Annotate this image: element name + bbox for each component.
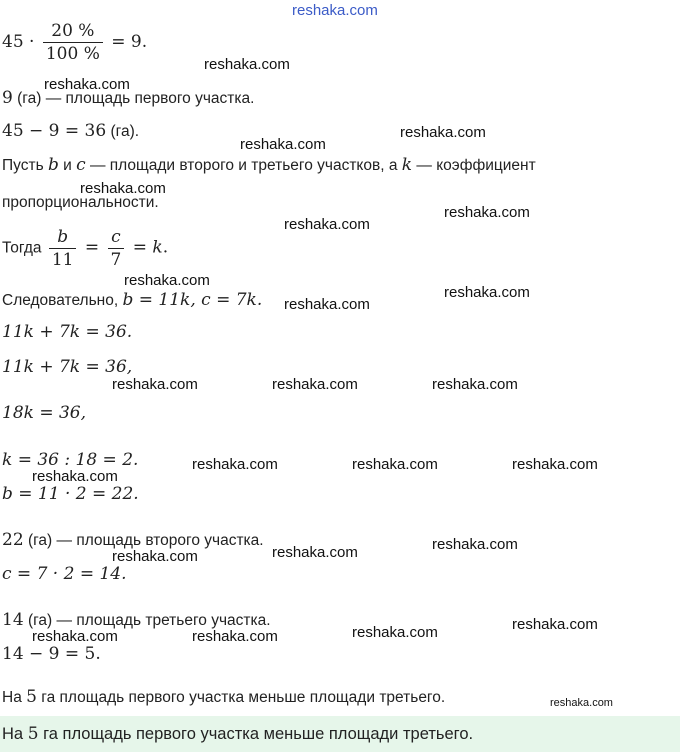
statement-text: (га) — площадь второго участка.: [23, 532, 264, 549]
text: га площадь первого участка меньше площади третьего.: [38, 725, 474, 743]
watermark: reshaka.com: [272, 376, 358, 393]
watermark: reshaka.com: [32, 628, 118, 645]
watermark: reshaka.com: [400, 124, 486, 141]
watermark: reshaka.com: [512, 456, 598, 473]
math-expression: b = 11k, c = 7k.: [122, 290, 263, 310]
consequence-line: [2, 290, 262, 311]
watermark: reshaka.com: [124, 272, 210, 289]
second-plot-statement: [2, 530, 264, 551]
answer-box: [0, 716, 680, 752]
watermark: reshaka.com: [240, 136, 326, 153]
text: На: [2, 725, 28, 743]
number: 5: [27, 724, 39, 744]
text: — коэффициент: [412, 157, 536, 174]
equals: =: [79, 237, 105, 258]
period: .: [162, 237, 169, 258]
equals: =: [127, 237, 153, 258]
fraction-numerator: c: [108, 226, 125, 249]
math-expression: 45 − 9 = 36: [2, 121, 107, 141]
statement-text: (га) — площадь первого участка.: [12, 90, 255, 107]
watermark: reshaka.com: [204, 56, 290, 73]
definition-line-cont: пропорциональности.: [2, 194, 159, 211]
equation-k: k = 36 : 18 = 2.: [2, 450, 139, 470]
first-plot-statement: [2, 88, 254, 109]
watermark: reshaka.com: [80, 180, 166, 197]
watermark: reshaka.com: [284, 296, 370, 313]
watermark: reshaka.com: [352, 456, 438, 473]
text: Тогда: [2, 239, 46, 257]
watermark-top: reshaka.com: [292, 2, 378, 19]
equation-percent: [2, 20, 147, 65]
definition-line: [2, 155, 536, 176]
watermark: reshaka.com: [444, 204, 530, 221]
fraction-numerator: b: [49, 226, 77, 249]
var-c: c: [76, 155, 86, 175]
proportion-line: [2, 226, 168, 271]
var-k: k: [152, 237, 163, 258]
fraction-denominator: 7: [110, 250, 122, 270]
fraction-c-7: [108, 226, 125, 271]
eq-part: 45 ·: [2, 32, 40, 52]
eq-part: = 9.: [105, 32, 148, 52]
watermark: reshaka.com: [352, 624, 438, 641]
text: га площадь первого участка меньше площади третьего.: [36, 689, 446, 706]
watermark: reshaka.com: [432, 536, 518, 553]
watermark: reshaka.com: [32, 468, 118, 485]
watermark: reshaka.com: [192, 456, 278, 473]
watermark: reshaka.com: [112, 548, 198, 565]
text: На: [2, 689, 27, 706]
equation-sum-repeat: 11k + 7k = 36,: [2, 357, 133, 377]
watermark: reshaka.com: [550, 697, 613, 709]
statement-text: (га) — площадь третьего участка.: [23, 612, 271, 629]
watermark: reshaka.com: [272, 544, 358, 561]
fraction: [43, 20, 103, 65]
number: 9: [2, 88, 13, 108]
equation-remaining: [2, 121, 139, 142]
text: Пусть: [2, 157, 48, 174]
fraction-denominator: 100 %: [45, 44, 100, 64]
watermark: reshaka.com: [284, 216, 370, 233]
watermark: reshaka.com: [432, 376, 518, 393]
conclusion-line: [2, 687, 445, 708]
equation-18k: 18k = 36,: [2, 403, 87, 423]
equation-sum: 11k + 7k = 36.: [2, 322, 133, 342]
var-b: b: [47, 155, 59, 175]
var-k: k: [401, 155, 413, 175]
third-plot-statement: [2, 610, 271, 631]
fraction-numerator: 20 %: [43, 20, 103, 43]
text: — площади второго и третьего участков, а: [85, 157, 402, 174]
number: 14: [2, 610, 24, 630]
watermark: reshaka.com: [44, 76, 130, 93]
equation-c: c = 7 · 2 = 14.: [2, 564, 127, 584]
watermark: reshaka.com: [112, 376, 198, 393]
watermark: reshaka.com: [444, 284, 530, 301]
equation-difference: 14 − 9 = 5.: [2, 644, 101, 664]
watermark: reshaka.com: [192, 628, 278, 645]
number: 5: [26, 687, 37, 707]
fraction-b-11: [49, 226, 77, 271]
fraction-denominator: 11: [51, 250, 74, 270]
text: Следовательно,: [2, 292, 123, 309]
text: и: [58, 157, 77, 174]
equation-b: b = 11 · 2 = 22.: [2, 484, 139, 504]
unit-text: (га).: [106, 123, 140, 140]
number: 22: [2, 530, 24, 550]
watermark: reshaka.com: [512, 616, 598, 633]
